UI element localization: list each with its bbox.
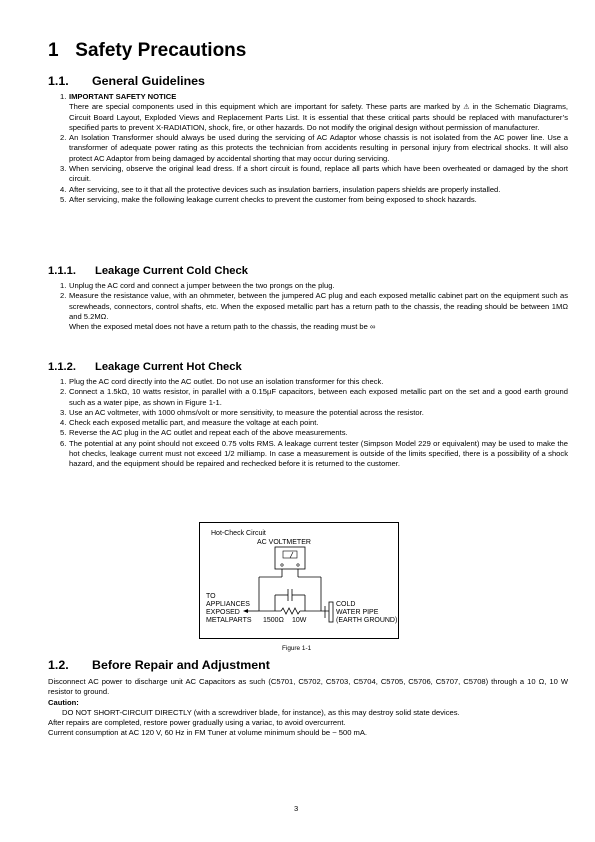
item-number: 5. bbox=[60, 428, 67, 438]
cold-check-list bbox=[48, 281, 568, 332]
item-number: 2. bbox=[60, 387, 67, 397]
section-heading-general bbox=[48, 74, 205, 88]
section-title: Before Repair and Adjustment bbox=[92, 658, 270, 672]
item-number: 6. bbox=[60, 438, 67, 448]
page-number: 3 bbox=[294, 804, 299, 813]
section-number: 1.1.2. bbox=[48, 361, 76, 373]
caution-text: DO NOT SHORT-CIRCUIT DIRECTLY (with a screwdriver blade, for instance), as this may destroy solid state devices. bbox=[62, 707, 460, 717]
item-number: 1. bbox=[60, 281, 67, 290]
resistor-value-label: 1500Ω bbox=[263, 617, 284, 624]
ground-probe-icon bbox=[325, 602, 333, 622]
repair-paragraph: Disconnect AC power to discharge unit AC Capacitors as such (C5701, C5702, C5703, C5704, C5705, C5706, C5707, C5708) through a 10 Ω, 10 W resistor to ground. bbox=[48, 677, 568, 697]
voltmeter-icon bbox=[275, 547, 305, 569]
item-number: 2. bbox=[60, 291, 67, 301]
section-title: Leakage Current Hot Check bbox=[95, 361, 242, 373]
capacitor-symbol bbox=[275, 589, 305, 611]
ground-label: COLD WATER PIPE (EARTH GROUND) bbox=[336, 601, 398, 624]
list-item bbox=[48, 418, 568, 428]
item-number: 3. bbox=[60, 407, 67, 417]
list-item bbox=[48, 377, 568, 387]
list-item bbox=[48, 439, 568, 470]
power-value-label: 10W bbox=[292, 617, 307, 624]
important-notice-label: IMPORTANT SAFETY NOTICE bbox=[69, 92, 177, 101]
list-item bbox=[48, 164, 568, 185]
item-number: 1. bbox=[60, 92, 67, 101]
caution-label: Caution: bbox=[48, 697, 79, 707]
item-text: When servicing, observe the original lead dress. If a short circuit is found, replace all parts which have been overheated or damaged by the short circuit. bbox=[69, 164, 568, 184]
item-text: An Isolation Transformer should always be used during the servicing of AC Adaptor whose chassis is not isolated from the AC power line. Use a transformer of adequate power rating as this protects the technician from accidents resulting in personal injury from electrical shocks. It will also protect AC Adaptor from being damaged by accidental shorting that may occur during servicing. bbox=[69, 133, 568, 163]
section-heading-cold-check bbox=[48, 265, 248, 277]
item-number: 4. bbox=[60, 184, 67, 194]
warning-triangle-icon: ⚠ bbox=[463, 104, 470, 112]
title-text: Safety Precautions bbox=[75, 40, 247, 61]
section-heading-hot-check bbox=[48, 361, 242, 373]
repair-section-body bbox=[48, 677, 568, 739]
item-text: Unplug the AC cord and connect a jumper between the two prongs on the plug. bbox=[69, 281, 335, 290]
list-item bbox=[48, 133, 568, 164]
figure-caption: Figure 1-1 bbox=[282, 645, 312, 652]
general-guidelines-list bbox=[48, 92, 568, 205]
repair-paragraph: Current consumption at AC 120 V, 60 Hz in FM Tuner at volume minimum should be ~ 500 mA. bbox=[48, 728, 368, 738]
item-text: After servicing, make the following leakage current checks to prevent the customer from being exposed to shock hazards. bbox=[69, 194, 477, 204]
list-item bbox=[48, 428, 568, 438]
item-text: Reverse the AC plug in the AC outlet and repeat each of the above measurements. bbox=[69, 428, 348, 438]
item-text: After servicing, see to it that all the protective devices such as insulation barriers, insulation papers shields are properly installed. bbox=[69, 184, 501, 194]
meter-leads bbox=[259, 569, 321, 611]
repair-paragraph: After repairs are completed, restore power gradually using a variac, to avoid overcurrent. bbox=[48, 718, 346, 728]
left-arrow-icon bbox=[243, 609, 248, 613]
section-number: 1.2. bbox=[48, 658, 69, 672]
hot-check-circuit-diagram bbox=[199, 522, 399, 639]
item-text: There are special components used in this equipment which are important for safety. These parts are marked by bbox=[69, 102, 461, 112]
page-title bbox=[48, 40, 246, 62]
item-text: Use an AC voltmeter, with 1000 ohms/volt or more sensitivity, to measure the potential across the resistor. bbox=[69, 407, 424, 417]
list-item bbox=[48, 281, 568, 291]
item-text: Check each exposed metallic part, and measure the voltage at each point. bbox=[69, 418, 319, 428]
hot-check-list bbox=[48, 377, 568, 470]
item-text: Plug the AC cord directly into the AC outlet. Do not use an isolation transformer for this check. bbox=[69, 377, 384, 386]
resistor-symbol bbox=[245, 608, 329, 614]
diagram-title: Hot-Check Circuit bbox=[211, 530, 266, 537]
section-title: General Guidelines bbox=[92, 74, 205, 88]
section-title: Leakage Current Cold Check bbox=[95, 265, 248, 277]
title-number: 1 bbox=[48, 40, 59, 61]
item-text: The potential at any point should not exceed 0.75 volts RMS. A leakage current tester (Simpson Model 229 or equivalent) may be used to make the hot checks, leakage current must not exceed 1/2 milliamp. In case a measurement is outside of the limits specified, there is a possibility of a shock hazard, and the equipment should be repaired and rechecked before it is returned to the customer. bbox=[69, 438, 568, 469]
section-number: 1.1. bbox=[48, 74, 69, 88]
list-item bbox=[48, 408, 568, 418]
item-number: 1. bbox=[60, 377, 67, 386]
item-text: Measure the resistance value, with an ohmmeter, between the jumpered AC plug and each exposed metallic cabinet part on the equipment such as screwheads, connectors, control shafts, etc. When the exposed metallic part has a return path to the chassis, the reading should be between 1MΩ and 5.2MΩ. bbox=[69, 291, 568, 321]
section-heading-repair bbox=[48, 658, 270, 672]
item-number: 3. bbox=[60, 164, 67, 174]
list-item bbox=[48, 195, 568, 205]
cold-check-note: When the exposed metal does not have a return path to the chassis, the reading must be ∞ bbox=[69, 322, 376, 332]
item-number: 2. bbox=[60, 133, 67, 143]
item-text: Connect a 1.5kΩ, 10 watts resistor, in parallel with a 0.15µF capacitors, between each exposed metallic part on the set and a good earth ground such as a water pipe, as shown in Figure 1-1. bbox=[69, 387, 568, 407]
list-item bbox=[48, 185, 568, 195]
item-text: in the Schematic Diagrams, Circuit Board Layout, Exploded Views and Replacement Parts List. It is essential that these critical parts should be replaced with manufacturer’s specified parts to prevent X-RADIATION, shock, fire, or other hazards. Do not modify the original design without permission of manufacturer. bbox=[69, 102, 568, 132]
voltmeter-label: AC VOLTMETER bbox=[257, 539, 311, 546]
item-number: 5. bbox=[60, 194, 67, 204]
list-item bbox=[48, 291, 568, 322]
appliance-label: TO APPLIANCES EXPOSED METALPARTS bbox=[206, 593, 252, 624]
list-item bbox=[48, 92, 568, 133]
item-number: 4. bbox=[60, 418, 67, 428]
section-number: 1.1.1. bbox=[48, 265, 76, 277]
list-item bbox=[48, 387, 568, 408]
